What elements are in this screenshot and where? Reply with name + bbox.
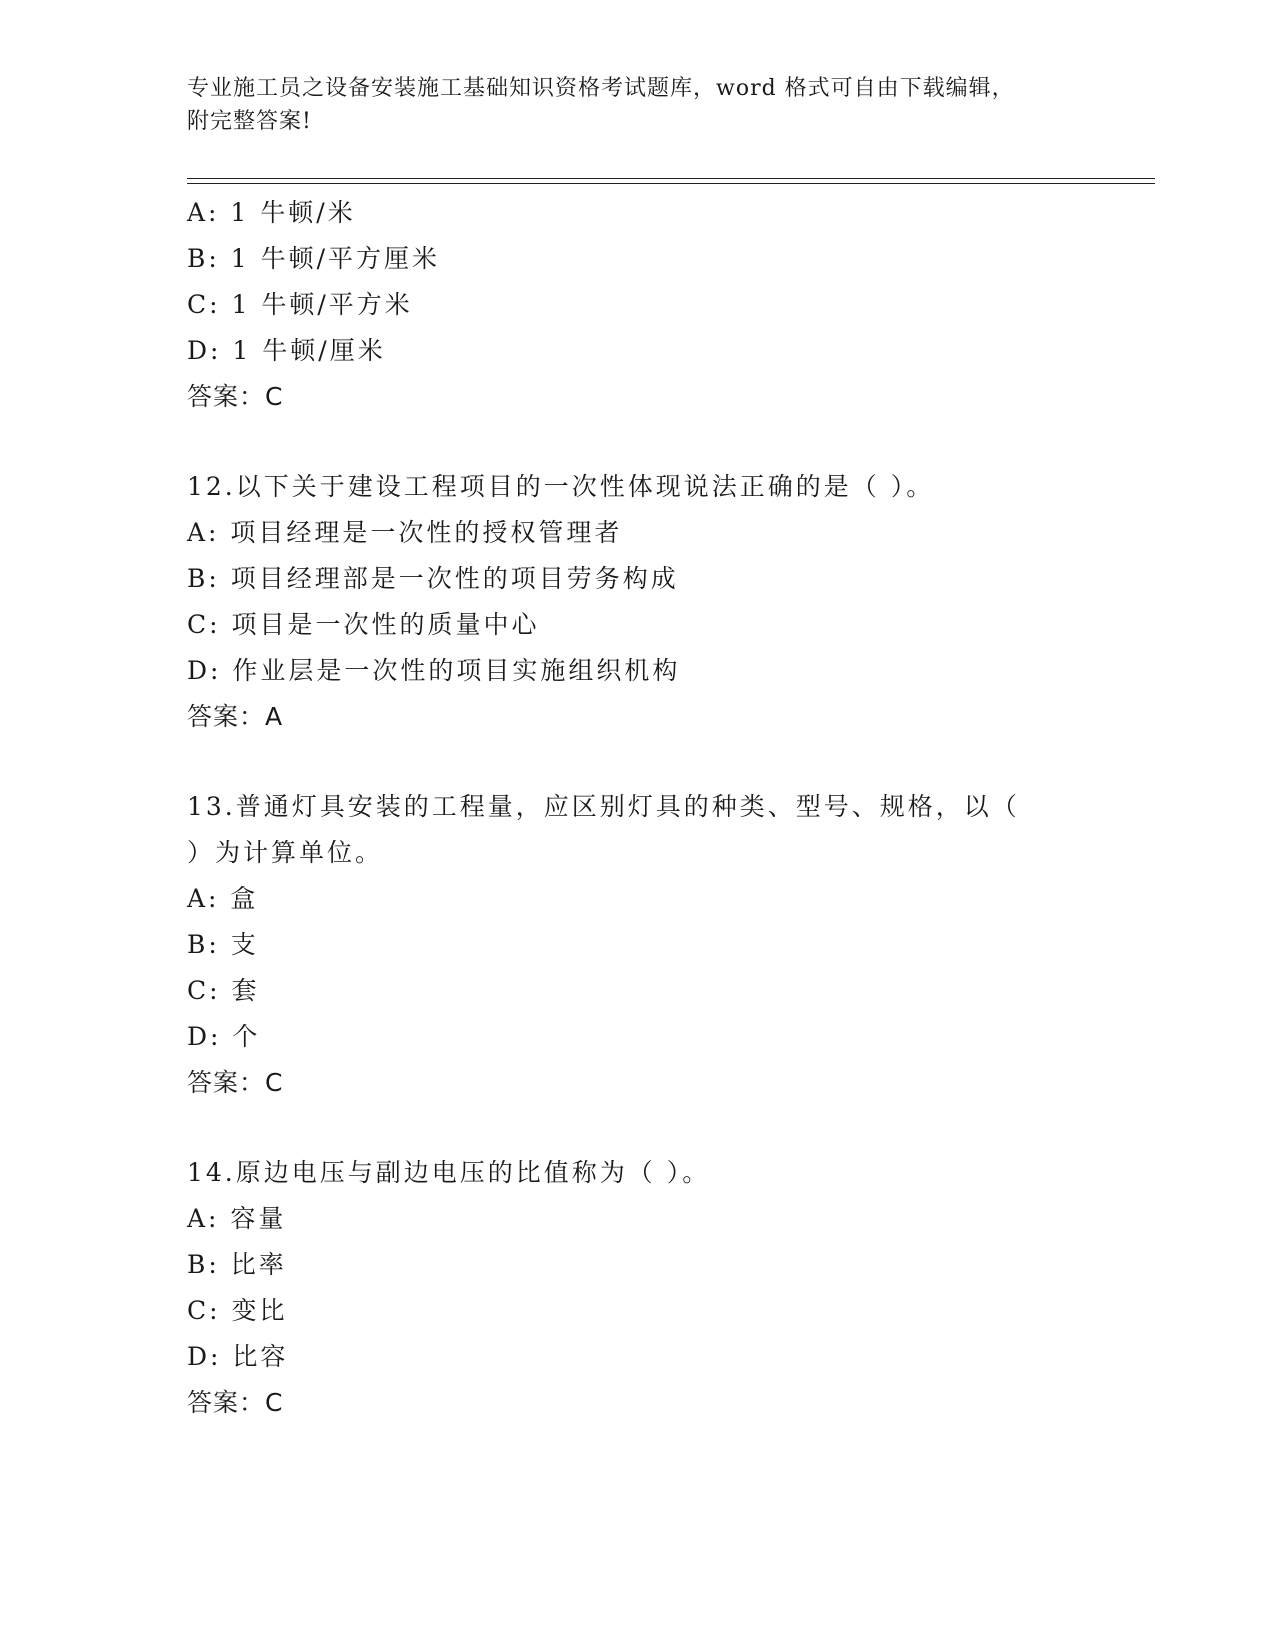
header-line-1: 专业施工员之设备安装施工基础知识资格考试题库，word 格式可自由下载编辑， — [187, 76, 1015, 101]
document-header — [187, 72, 1087, 138]
question-14 — [187, 1150, 1087, 1426]
option-b: B: 1 牛顿/平方厘米 — [187, 244, 441, 273]
option-c: C: 项目是一次性的质量中心 — [187, 610, 540, 639]
header-divider-bottom — [187, 183, 1155, 184]
header-divider-top — [187, 178, 1155, 179]
option-d: D: 个 — [187, 1022, 261, 1051]
question-11 — [187, 190, 1087, 420]
spacer — [187, 420, 1087, 464]
question-stem: 14.原边电压与副边电压的比值称为（ ）。 — [187, 1158, 711, 1187]
question-stem-line-2: ）为计算单位。 — [187, 838, 384, 867]
option-c: C: 变比 — [187, 1296, 288, 1325]
answer-line: 答案：C — [187, 1068, 284, 1097]
option-d: D: 作业层是一次性的项目实施组织机构 — [187, 656, 681, 685]
question-12 — [187, 464, 1087, 740]
answer-line: 答案：A — [187, 702, 284, 731]
option-c: C: 套 — [187, 976, 260, 1005]
spacer — [187, 1106, 1087, 1150]
option-a: A: 项目经理是一次性的授权管理者 — [187, 518, 623, 547]
option-b: B: 比率 — [187, 1250, 287, 1279]
question-13 — [187, 784, 1087, 1106]
option-c: C: 1 牛顿/平方米 — [187, 290, 413, 319]
answer-line: 答案：C — [187, 382, 284, 411]
option-a: A: 容量 — [187, 1204, 287, 1233]
option-a: A: 盒 — [187, 884, 259, 913]
answer-line: 答案：C — [187, 1388, 284, 1417]
question-list — [187, 190, 1087, 1426]
question-stem-line-1: 13.普通灯具安装的工程量，应区别灯具的种类、型号、规格，以（ — [187, 792, 1020, 821]
option-b: B: 支 — [187, 930, 259, 959]
header-line-2: 附完整答案! — [187, 109, 312, 134]
option-d: D: 比容 — [187, 1342, 289, 1371]
spacer — [187, 740, 1087, 784]
option-a: A: 1 牛顿/米 — [187, 198, 356, 227]
question-stem: 12.以下关于建设工程项目的一次性体现说法正确的是（ ）。 — [187, 472, 935, 501]
option-b: B: 项目经理部是一次性的项目劳务构成 — [187, 564, 679, 593]
option-d: D: 1 牛顿/厘米 — [187, 336, 386, 365]
